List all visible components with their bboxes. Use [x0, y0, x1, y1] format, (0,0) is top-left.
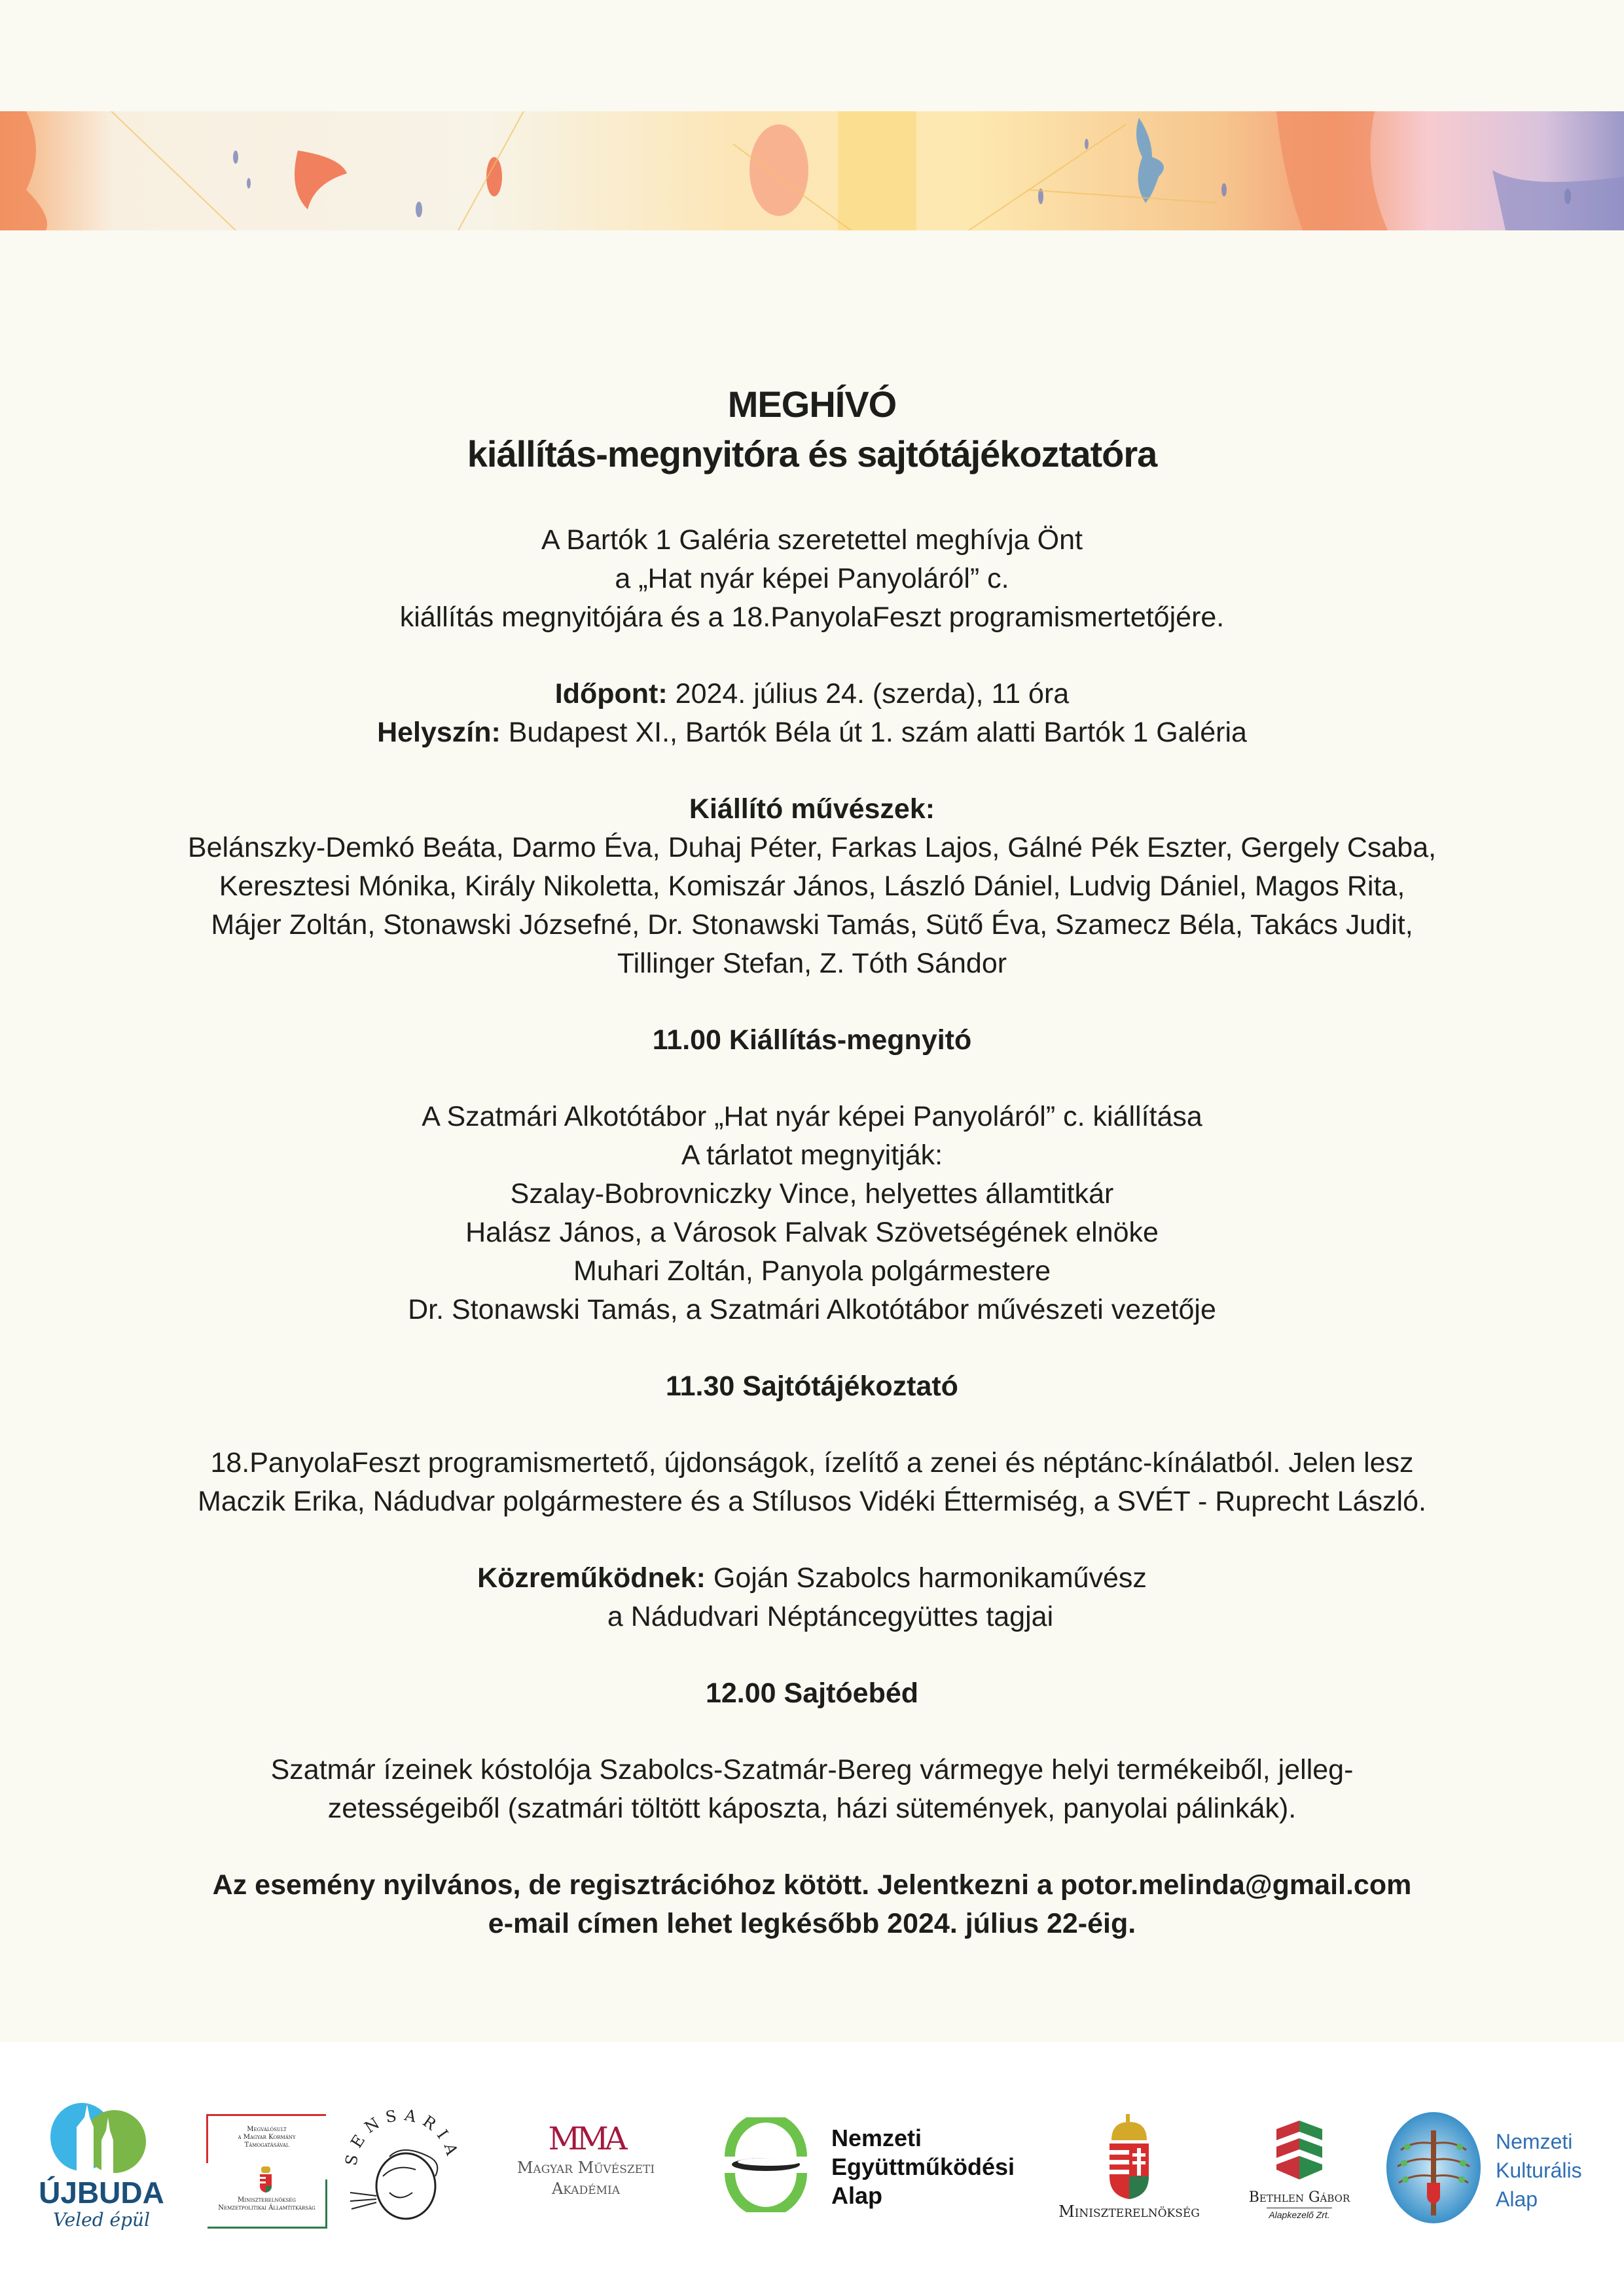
event-time-label: Időpont: [554, 678, 668, 709]
invitation-body [0, 380, 1624, 1943]
nka-line: Alap [1496, 2187, 1538, 2211]
sensaria-logo [344, 2104, 461, 2229]
kormany-line: Támogatásával [244, 2142, 289, 2149]
bethlen-subtitle: Alapkezelő Zrt. [1267, 2208, 1332, 2220]
kormany-line: Megvalósult [247, 2126, 287, 2133]
nka-tree-icon [1384, 2111, 1483, 2225]
mma-line: Akadémia [551, 2179, 621, 2198]
nea-line: Alap [831, 2182, 883, 2209]
mma-mark: MMA [548, 2121, 624, 2157]
lunch-line: zetességeiből (szatmári töltött káposzta, házi sütemények, panyolai pálinkák). [327, 1793, 1297, 1824]
artists-line: Tillinger Stefan, Z. Tóth Sándor [617, 948, 1007, 979]
hungarian-coat-of-arms-icon [259, 2166, 273, 2193]
opening-line: Halász János, a Városok Falvak Szövetségének elnöke [465, 1217, 1159, 1248]
decorative-banner [0, 111, 1624, 230]
bethlen-gabor-logo [1247, 2117, 1352, 2225]
opening-line: Szalay-Bobrovniczky Vince, helyettes államtitkár [510, 1178, 1114, 1210]
bethlen-name: Bethlen Gábor [1248, 2189, 1350, 2206]
contributors-label: Közreműködnek: [477, 1562, 706, 1594]
opening-heading: 11.00 Kiállítás-megnyitó [652, 1024, 972, 1056]
contributors-line: a Nádudvari Néptáncegyüttes tagjai [607, 1601, 1054, 1632]
event-place-label: Helyszín: [377, 717, 501, 748]
contributors-value: Goján Szabolcs harmonikaművész [705, 1562, 1147, 1594]
sensaria-face-icon [344, 2104, 461, 2229]
ujbuda-name: ÚJBUDA [39, 2176, 164, 2210]
lunch-heading: 12.00 Sajtóebéd [705, 1677, 919, 1709]
ujbuda-logo [36, 2101, 167, 2232]
kormany-support-logo [206, 2114, 327, 2229]
event-place-value: Budapest XI., Bartók Béla út 1. szám alatti Bartók 1 Galéria [500, 717, 1247, 748]
press-heading: 11.30 Sajtótájékoztató [666, 1371, 958, 1402]
bethlen-shield-icon [1273, 2117, 1326, 2186]
hungarian-coat-of-arms-icon [1106, 2114, 1152, 2199]
mma-line: Magyar Művészeti [516, 2159, 655, 2177]
artists-heading: Kiállító művészek: [689, 793, 935, 825]
miniszterelnokseg-logo [1044, 2114, 1214, 2225]
sponsor-logos-footer [0, 2042, 1624, 2296]
artists-line: Belánszky-Demkó Beáta, Darmo Éva, Duhaj Péter, Farkas Lajos, Gálné Pék Eszter, Gergely Csaba, [187, 832, 1437, 863]
nka-line: Nemzeti [1496, 2130, 1573, 2153]
invitation-title: MEGHÍVÓ [727, 384, 897, 425]
contributors [0, 1559, 1624, 1598]
nka-line: Kulturális [1496, 2159, 1582, 2182]
event-place [0, 713, 1624, 752]
kormany-line: Miniszterelnökség [238, 2197, 296, 2204]
kormany-line: Nemzetpolitikai Államtitkárság [218, 2204, 316, 2212]
event-time [0, 675, 1624, 713]
invitation-subtitle: kiállítás-megnyitóra és sajtótájékoztatóra [467, 433, 1157, 475]
nea-line: Együttműködési [831, 2153, 1015, 2180]
lunch-line: Szatmár ízeinek kóstolója Szabolcs-Szatmár-Bereg vármegye helyi termékeiből, jelleg- [270, 1754, 1354, 1785]
nka-logo [1384, 2111, 1607, 2229]
intro-line: a „Hat nyár képei Panyoláról” c. [615, 563, 1009, 594]
intro-line: A Bartók 1 Galéria szeretettel meghívja Önt [541, 524, 1083, 556]
nea-logo [723, 2117, 1038, 2222]
mma-logo [504, 2121, 668, 2219]
press-line: 18.PanyolaFeszt programismertető, újdonságok, ízelítő a zenei és néptánc-kínálatból. Jelen lesz [210, 1447, 1414, 1479]
miniszterelnokseg-name: Miniszterelnökség [1058, 2202, 1200, 2221]
nea-line: Nemzeti [831, 2125, 922, 2151]
kormany-line: a Magyar Kormány [238, 2134, 296, 2141]
ujbuda-emblem-icon [36, 2101, 167, 2173]
intro-line: kiállítás megnyitójára és a 18.PanyolaFeszt programismertetőjére. [399, 601, 1225, 633]
nea-ring-icon [723, 2117, 808, 2212]
registration-line: e-mail címen lehet legkésőbb 2024. július 22-éig. [488, 1908, 1136, 1939]
opening-line: A Szatmári Alkotótábor „Hat nyár képei Panyoláról” c. kiállítása [422, 1101, 1202, 1132]
artists-line: Keresztesi Mónika, Király Nikoletta, Komiszár János, László Dániel, Ludvig Dániel, Magos Rita, [219, 870, 1405, 902]
event-time-value: 2024. július 24. (szerda), 11 óra [667, 678, 1070, 709]
press-line: Maczik Erika, Nádudvar polgármestere és a Stílusos Vidéki Éttermiség, a SVÉT - Ruprecht László. [198, 1486, 1426, 1517]
sensaria-name: SENSARIA [344, 2106, 461, 2167]
registration-line: Az esemény nyilvános, de regisztrációhoz kötött. Jelentkezni a potor.melinda@gmail.com [212, 1869, 1412, 1901]
artists-line: Májer Zoltán, Stonawski Józsefné, Dr. Stonawski Tamás, Sütő Éva, Szamecz Béla, Takács Judit, [211, 909, 1413, 941]
svg-text:SENSARIA [344, 2106, 461, 2167]
opening-line: Dr. Stonawski Tamás, a Szatmári Alkotótábor művészeti vezetője [408, 1294, 1216, 1325]
watercolor-banner-image [0, 111, 1624, 230]
ujbuda-slogan: Veled épül [52, 2209, 151, 2231]
opening-line: A tárlatot megnyitják: [681, 1139, 943, 1171]
opening-line: Muhari Zoltán, Panyola polgármestere [573, 1255, 1051, 1287]
